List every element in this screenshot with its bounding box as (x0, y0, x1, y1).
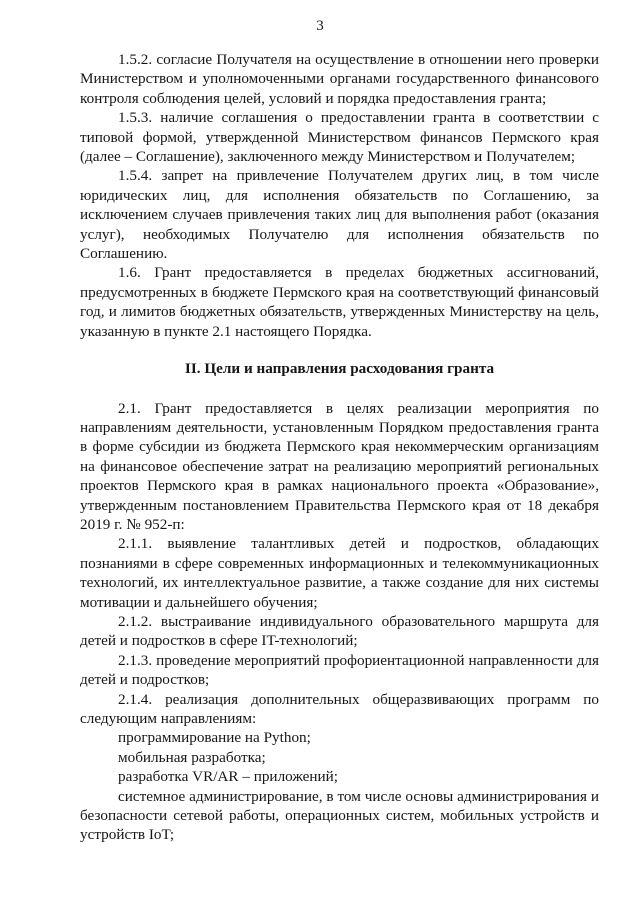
paragraph-1-5-4: 1.5.4. запрет на привлечение Получателем других лиц, в том числе юридических лиц, для исполнения обязательств по Соглашению, за исключением случаев привлечения таких лиц для выполнения работ (оказания услуг), необходимых Получателю для исполнения обязательств по Соглашению. (80, 167, 599, 263)
paragraph-2-1-3: 2.1.3. проведение мероприятий профориентационной направленности для детей и подростков; (80, 651, 599, 689)
paragraph-1-6: 1.6. Грант предоставляется в пределах бюджетных ассигнований, предусмотренных в бюджете Пермского края на соответствующий финансовый год, и лимитов бюджетных обязательств, утвержденных Министерству на цель, указанную в пункте 2.1 настоящего Порядка. (80, 264, 599, 340)
paragraph-2-1-4: 2.1.4. реализация дополнительных общеразвивающих программ по следующим направлениям: (80, 690, 599, 727)
paragraph-2-1-1: 2.1.1. выявление талантливых детей и подростков, обладающих познаниями в сфере современных информационных и телекоммуникационных технологий, их интеллектуальное развитие, а также создание для них системы мотивации и дальнейшего обучения; (80, 535, 599, 611)
list-item-mobile: мобильная разработка; (118, 748, 266, 766)
paragraph-1-5-2: 1.5.2. согласие Получателя на осуществление в отношении него проверки Министерством и уполномоченными органами государственного финансового контроля соблюдения целей, условий и порядка предоставления гранта; (80, 51, 599, 107)
section-heading: II. Цели и направления расходования гранта (184, 360, 495, 378)
paragraph-2-1-2: 2.1.2. выстраивание индивидуального образовательного маршрута для детей и подростков в сфере IT-технологий; (80, 612, 599, 650)
paragraph-sysadmin: системное администрирование, в том числе основы администрирования и безопасности сетевой работы, операционных систем, мобильных устройств и устройств IoT; (80, 787, 599, 844)
list-item-python: программирование на Python; (118, 729, 311, 747)
paragraph-2-1: 2.1. Грант предоставляется в целях реализации мероприятия по направлениям деятельности, установленным Порядком предоставления гранта в форме субсидии из бюджета Пермского края некоммерческим организациям на финансовое обеспечение затрат на реализацию мероприятий региональных проектов Пермского края в рамках национального проекта «Образование», утвержденным постановлением Правительства Пермского края от 18 декабря 2019 г. № 952-п: (80, 399, 599, 533)
document-body (80, 50, 599, 845)
paragraph-1-5-3: 1.5.3. наличие соглашения о предоставлении гранта в соответствии с типовой формой, утвержденной Министерством финансов Пермского края (далее – Соглашение), заключенного между Министерством и Получателем; (80, 109, 599, 166)
page-number: 3 (316, 18, 324, 34)
list-item-vr-ar: разработка VR/AR – приложений; (118, 768, 338, 786)
